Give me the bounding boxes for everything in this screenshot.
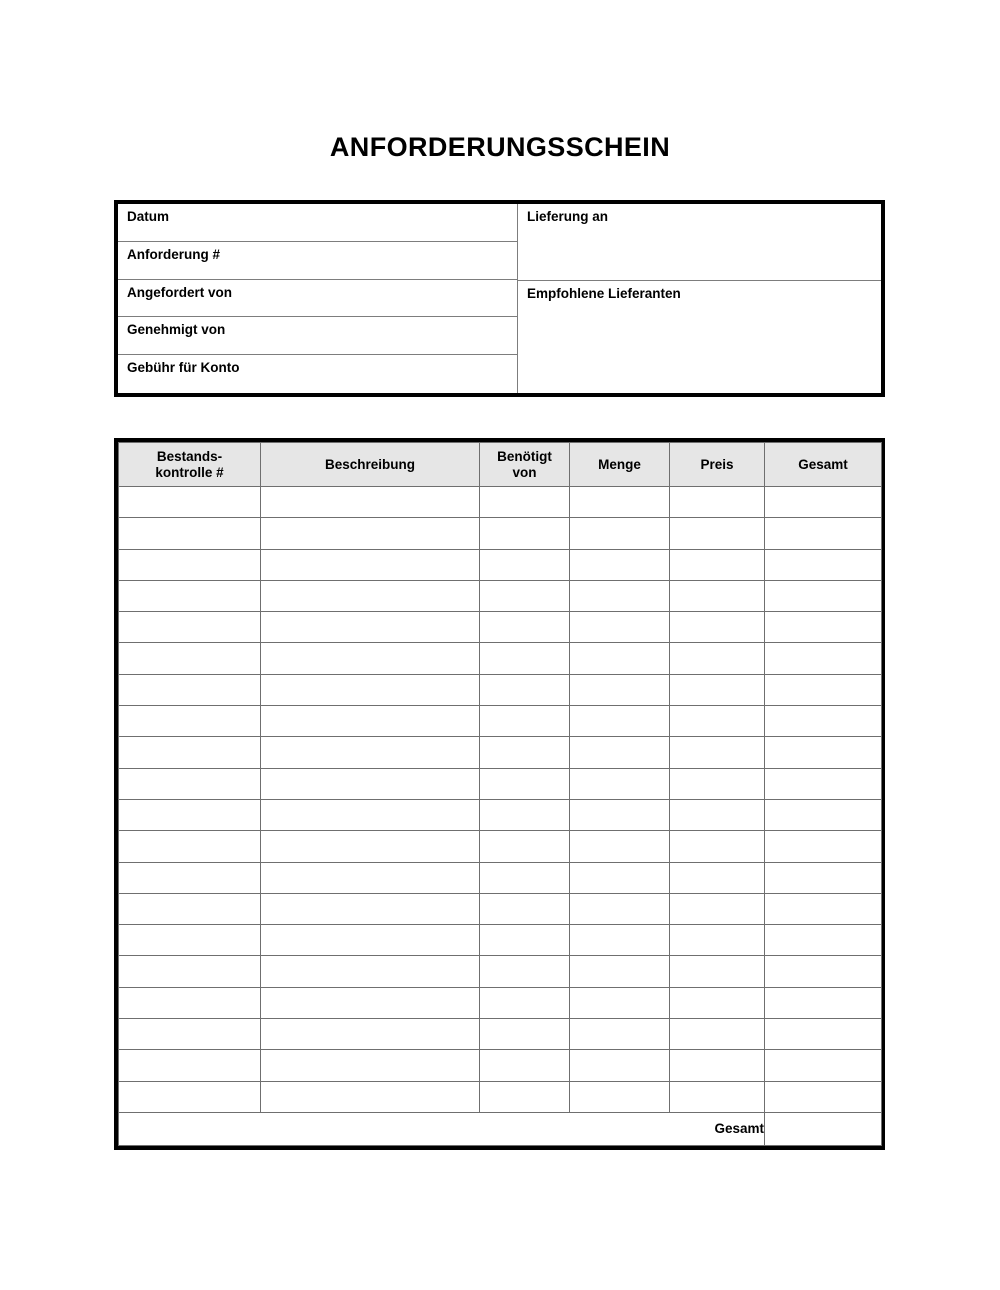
cell-quantity[interactable] (570, 549, 670, 580)
cell-price[interactable] (670, 862, 765, 893)
column-header-beschreibung-line1: Beschreibung (324, 456, 416, 472)
field-gebuehr-fuer-konto[interactable] (118, 355, 517, 393)
field-datum-label: Datum (127, 209, 170, 224)
cell-stock[interactable] (119, 768, 261, 799)
table-row (119, 956, 882, 987)
cell-price[interactable] (670, 1019, 765, 1050)
cell-needed_by[interactable] (480, 580, 570, 611)
cell-stock[interactable] (119, 956, 261, 987)
cell-stock[interactable] (119, 737, 261, 768)
table-row (119, 1050, 882, 1081)
cell-needed_by[interactable] (480, 862, 570, 893)
field-gebuehr-fuer-konto-label: Gebühr für Konto (127, 360, 240, 376)
column-header-bestandskontrolle-line1: Bestands- (156, 448, 223, 464)
cell-stock[interactable] (119, 893, 261, 924)
cell-description[interactable] (261, 643, 480, 674)
cell-quantity[interactable] (570, 831, 670, 862)
cell-description[interactable] (261, 956, 480, 987)
cell-needed_by[interactable] (480, 643, 570, 674)
info-right-column (518, 204, 881, 393)
cell-description[interactable] (261, 768, 480, 799)
table-row (119, 1081, 882, 1112)
cell-quantity[interactable] (570, 643, 670, 674)
cell-total[interactable] (765, 706, 882, 737)
field-angefordert-von[interactable] (118, 280, 517, 318)
cell-total[interactable] (765, 862, 882, 893)
cell-quantity[interactable] (570, 674, 670, 705)
cell-stock[interactable] (119, 487, 261, 518)
column-header-benoetigt-von (480, 443, 570, 487)
cell-needed_by[interactable] (480, 549, 570, 580)
cell-quantity[interactable] (570, 1050, 670, 1081)
cell-price[interactable] (670, 549, 765, 580)
cell-needed_by[interactable] (480, 1050, 570, 1081)
field-genehmigt-von-label: Genehmigt von (127, 322, 226, 338)
cell-quantity[interactable] (570, 487, 670, 518)
cell-quantity[interactable] (570, 768, 670, 799)
cell-total[interactable] (765, 799, 882, 830)
cell-total[interactable] (765, 612, 882, 643)
cell-description[interactable] (261, 987, 480, 1018)
cell-needed_by[interactable] (480, 831, 570, 862)
table-row (119, 862, 882, 893)
cell-stock[interactable] (119, 643, 261, 674)
cell-price[interactable] (670, 737, 765, 768)
table-row (119, 799, 882, 830)
field-anforderung-nummer[interactable] (118, 242, 517, 280)
cell-description[interactable] (261, 487, 480, 518)
cell-total[interactable] (765, 518, 882, 549)
cell-needed_by[interactable] (480, 518, 570, 549)
cell-stock[interactable] (119, 799, 261, 830)
cell-total[interactable] (765, 674, 882, 705)
cell-description[interactable] (261, 799, 480, 830)
page-title: ANFORDERUNGSSCHEIN (329, 132, 671, 162)
cell-stock[interactable] (119, 862, 261, 893)
cell-price[interactable] (670, 1050, 765, 1081)
table-row (119, 612, 882, 643)
column-header-gesamt-line1: Gesamt (798, 456, 848, 472)
cell-price[interactable] (670, 674, 765, 705)
line-items-table (118, 442, 882, 1146)
cell-price[interactable] (670, 487, 765, 518)
table-row (119, 706, 882, 737)
cell-stock[interactable] (119, 831, 261, 862)
cell-price[interactable] (670, 1081, 765, 1112)
cell-quantity[interactable] (570, 706, 670, 737)
cell-price[interactable] (670, 612, 765, 643)
cell-price[interactable] (670, 799, 765, 830)
cell-total[interactable] (765, 831, 882, 862)
cell-needed_by[interactable] (480, 956, 570, 987)
table-row (119, 487, 882, 518)
cell-description[interactable] (261, 893, 480, 924)
table-row (119, 768, 882, 799)
cell-stock[interactable] (119, 1050, 261, 1081)
column-header-menge-line1: Menge (598, 456, 641, 472)
cell-price[interactable] (670, 768, 765, 799)
table-row (119, 674, 882, 705)
cell-description[interactable] (261, 925, 480, 956)
cell-needed_by[interactable] (480, 737, 570, 768)
cell-description[interactable] (261, 1019, 480, 1050)
cell-quantity[interactable] (570, 893, 670, 924)
cell-total[interactable] (765, 768, 882, 799)
cell-quantity[interactable] (570, 862, 670, 893)
field-anforderung-nummer-label: Anforderung # (127, 246, 220, 262)
cell-total[interactable] (765, 643, 882, 674)
cell-needed_by[interactable] (480, 799, 570, 830)
cell-stock[interactable] (119, 706, 261, 737)
field-lieferung-an-label: Lieferung an (527, 209, 609, 224)
table-footer (119, 1112, 882, 1145)
column-header-preis (670, 443, 765, 487)
cell-quantity[interactable] (570, 925, 670, 956)
cell-needed_by[interactable] (480, 612, 570, 643)
cell-total[interactable] (765, 956, 882, 987)
cell-description[interactable] (261, 1081, 480, 1112)
cell-stock[interactable] (119, 1081, 261, 1112)
cell-total[interactable] (765, 893, 882, 924)
cell-quantity[interactable] (570, 580, 670, 611)
cell-description[interactable] (261, 549, 480, 580)
cell-needed_by[interactable] (480, 987, 570, 1018)
table-row (119, 737, 882, 768)
cell-description[interactable] (261, 518, 480, 549)
cell-total[interactable] (765, 925, 882, 956)
cell-stock[interactable] (119, 518, 261, 549)
cell-needed_by[interactable] (480, 1019, 570, 1050)
cell-total[interactable] (765, 580, 882, 611)
cell-price[interactable] (670, 987, 765, 1018)
field-angefordert-von-label: Angefordert von (127, 284, 233, 300)
cell-total[interactable] (765, 737, 882, 768)
cell-description[interactable] (261, 674, 480, 705)
table-row (119, 925, 882, 956)
column-header-beschreibung (261, 443, 480, 487)
cell-price[interactable] (670, 925, 765, 956)
table-row (119, 549, 882, 580)
table-header-row (119, 443, 882, 487)
column-header-bestandskontrolle (119, 443, 261, 487)
cell-description[interactable] (261, 580, 480, 611)
cell-price[interactable] (670, 956, 765, 987)
cell-quantity[interactable] (570, 1019, 670, 1050)
cell-needed_by[interactable] (480, 674, 570, 705)
grand-total-label: Gesamt (119, 1112, 765, 1145)
cell-quantity[interactable] (570, 1081, 670, 1112)
cell-quantity[interactable] (570, 518, 670, 549)
cell-quantity[interactable] (570, 799, 670, 830)
cell-price[interactable] (670, 518, 765, 549)
table-row (119, 987, 882, 1018)
cell-description[interactable] (261, 862, 480, 893)
cell-description[interactable] (261, 831, 480, 862)
cell-total[interactable] (765, 1081, 882, 1112)
info-left-column (118, 204, 518, 393)
cell-price[interactable] (670, 580, 765, 611)
cell-needed_by[interactable] (480, 768, 570, 799)
cell-stock[interactable] (119, 580, 261, 611)
cell-quantity[interactable] (570, 987, 670, 1018)
cell-quantity[interactable] (570, 737, 670, 768)
table-header (119, 443, 882, 487)
grand-total-row (119, 1112, 882, 1145)
cell-quantity[interactable] (570, 612, 670, 643)
grand-total-value[interactable] (765, 1112, 882, 1145)
cell-quantity[interactable] (570, 956, 670, 987)
cell-price[interactable] (670, 643, 765, 674)
field-empfohlene-lieferanten[interactable] (518, 281, 881, 393)
cell-description[interactable] (261, 737, 480, 768)
cell-description[interactable] (261, 706, 480, 737)
table-row (119, 831, 882, 862)
column-header-benoetigt-von-line1: Benötigt (497, 448, 552, 464)
cell-needed_by[interactable] (480, 925, 570, 956)
field-empfohlene-lieferanten-label: Empfohlene Lieferanten (527, 286, 681, 301)
cell-total[interactable] (765, 1019, 882, 1050)
requisition-info-box (114, 200, 885, 397)
cell-total[interactable] (765, 987, 882, 1018)
cell-needed_by[interactable] (480, 1081, 570, 1112)
table-row (119, 643, 882, 674)
cell-needed_by[interactable] (480, 893, 570, 924)
field-datum[interactable] (118, 204, 517, 242)
cell-total[interactable] (765, 487, 882, 518)
cell-price[interactable] (670, 893, 765, 924)
cell-price[interactable] (670, 706, 765, 737)
column-header-benoetigt-von-line2: von (512, 464, 537, 480)
table-row (119, 580, 882, 611)
cell-price[interactable] (670, 831, 765, 862)
cell-total[interactable] (765, 549, 882, 580)
cell-description[interactable] (261, 1050, 480, 1081)
cell-needed_by[interactable] (480, 706, 570, 737)
table-body (119, 487, 882, 1113)
cell-stock[interactable] (119, 987, 261, 1018)
cell-stock[interactable] (119, 1019, 261, 1050)
line-items-table-container (114, 438, 885, 1150)
column-header-gesamt (765, 443, 882, 487)
field-lieferung-an[interactable] (518, 204, 881, 281)
column-header-menge (570, 443, 670, 487)
cell-needed_by[interactable] (480, 487, 570, 518)
column-header-preis-line1: Preis (700, 456, 734, 472)
cell-stock[interactable] (119, 549, 261, 580)
cell-stock[interactable] (119, 674, 261, 705)
column-header-bestandskontrolle-line2: kontrolle # (155, 464, 224, 480)
table-row (119, 518, 882, 549)
table-row (119, 1019, 882, 1050)
table-row (119, 893, 882, 924)
cell-total[interactable] (765, 1050, 882, 1081)
cell-description[interactable] (261, 612, 480, 643)
field-genehmigt-von[interactable] (118, 317, 517, 355)
cell-stock[interactable] (119, 612, 261, 643)
cell-stock[interactable] (119, 925, 261, 956)
